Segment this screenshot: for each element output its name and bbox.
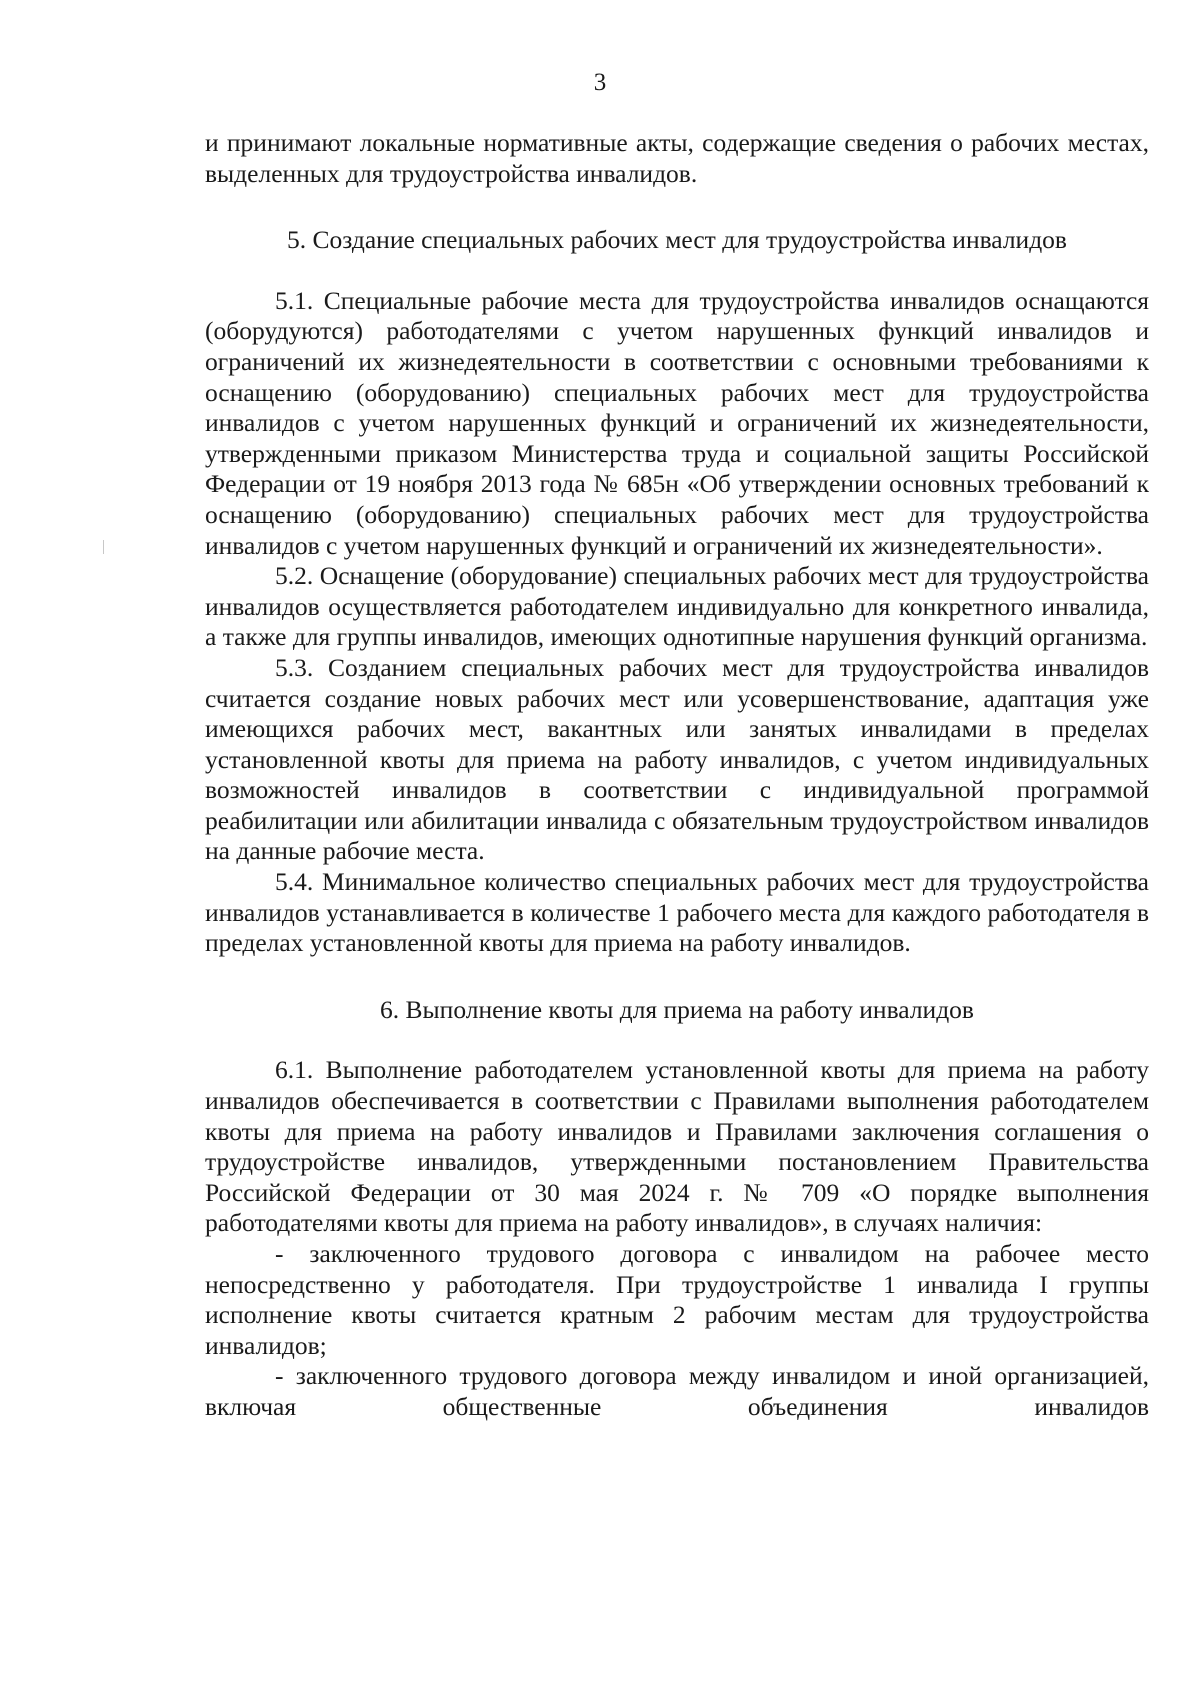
document-body <box>205 128 1149 1423</box>
spacer <box>205 1025 1149 1055</box>
section-5-heading: 5. Создание специальных рабочих мест для трудоустройства инвалидов <box>287 225 1067 255</box>
section-6-heading: 6. Выполнение квоты для приема на работу инвалидов <box>380 994 974 1024</box>
list-item-other-organization: - заключенного трудового договора между инвалидом и иной организацией, включая общественные объединения инвалидов <box>205 1361 1149 1421</box>
spacer <box>205 959 1149 995</box>
spacer <box>205 189 1149 225</box>
scan-artifact <box>103 540 104 554</box>
clause-6-1: 6.1. Выполнение работодателем установленной квоты для приема на работу инвалидов обеспечивается в соответствии с Правилами выполнения работодателем квоты для приема на работу инвалидов и Правилами заключения соглашения о трудоустройстве инвалидов, утвержденными постановлением Правительства Российской Федерации от 30 мая 2024 г. № 709 «О порядке выполнения работодателями квоты для приема на работу инвалидов», в случаях наличия: <box>205 1055 1149 1238</box>
paragraph-continuation: и принимают локальные нормативные акты, содержащие сведения о рабочих местах, выделенных для трудоустройства инвалидов. <box>205 128 1149 188</box>
clause-5-4: 5.4. Минимальное количество специальных рабочих мест для трудоустройства инвалидов устанавливается в количестве 1 рабочего места для каждого работодателя в пределах установленной квоты для приема на работу инвалидов. <box>205 867 1149 958</box>
list-item-employment-contract: - заключенного трудового договора с инвалидом на рабочее место непосредственно у работодателя. При трудоустройстве 1 инвалида I группы исполнение квоты считается кратным 2 рабочим местам для трудоустройства инвалидов; <box>205 1239 1149 1360</box>
clause-5-2: 5.2. Оснащение (оборудование) специальных рабочих мест для трудоустройства инвалидов осуществляется работодателем индивидуально для конкретного инвалида, а также для группы инвалидов, имеющих однотипные нарушения функций организма. <box>205 561 1149 652</box>
page-number: 3 <box>593 69 607 96</box>
spacer <box>205 256 1149 286</box>
clause-5-3: 5.3. Созданием специальных рабочих мест для трудоустройства инвалидов считается создание новых рабочих мест или усовершенствование, адаптация уже имеющихся рабочих мест, вакантных или занятых инвалидами в пределах установленной квоты для приема на работу инвалидов, с учетом индивидуальных возможностей инвалидов в соответствии с индивидуальной программой реабилитации или абилитации инвалида с обязательным трудоустройством инвалидов на данные рабочие места. <box>205 652 1149 866</box>
clause-5-1: 5.1. Специальные рабочие места для трудоустройства инвалидов оснащаются (оборудуются) работодателями с учетом нарушенных функций инвалидов и ограничений их жизнедеятельности в соответствии с основными требованиями к оснащению (оборудованию) специальных рабочих мест для трудоустройства инвалидов с учетом нарушенных функций и ограничений их жизнедеятельности, утвержденными приказом Министерства труда и социальной защиты Российской Федерации от 19 ноября 2013 года № 685н «Об утверждении основных требований к оснащению (оборудованию) специальных рабочих мест для трудоустройства инвалидов с учетом нарушенных функций и ограничений их жизнедеятельности». <box>205 285 1149 560</box>
